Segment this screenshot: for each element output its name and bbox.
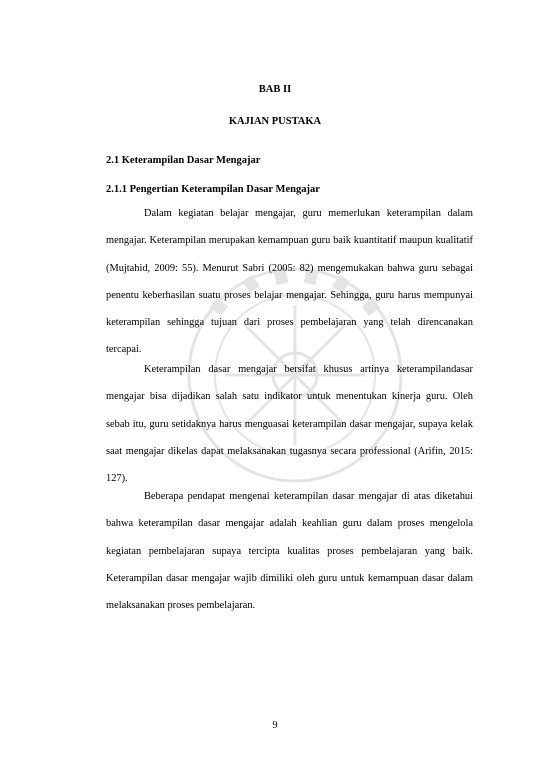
section-heading: 2.1 Keterampilan Dasar Mengajar [106, 155, 261, 166]
subsection-heading: 2.1.1 Pengertian Keterampilan Dasar Mengajar [106, 184, 320, 195]
paragraph-2: Keterampilan dasar mengajar bersifat khusus artinya keterampilandasar mengajar bisa dijadikan salah satu indikator untuk menentukan kinerja guru. Oleh sebab itu, guru setidaknya harus menguasai keterampilan dasar mengajar, supaya kelak saat mengajar dikelas dapat melaksanakan tugasnya secara professional (Arifin, 2015: 127). [106, 364, 473, 485]
page-number: 9 [272, 720, 278, 731]
chapter-number: BAB II [258, 84, 292, 95]
paragraph-1: Dalam kegiatan belajar mengajar, guru memerlukan keterampilan dalam mengajar. Keterampilan merupakan kemampuan guru baik kuantitatif maupun kualitatif (Mujtahid, 2009: 55). Menurut Sabri (2005: 82) mengemukakan bahwa guru sebagai penentu keberhasilan suatu proses belajar mengajar. Sehingga, guru harus mempunyai keterampilan sehingga tujuan dari proses pembelajaran yang telah direncanakan tercapai. [106, 208, 473, 356]
chapter-title: KAJIAN PUSTAKA [228, 116, 322, 127]
paragraph-3: Beberapa pendapat mengenai keterampilan dasar mengajar di atas diketahui bahwa keterampilan dasar mengajar adalah keahlian guru dalam proses mengelola kegiatan pembelajaran supaya tercipta kualitas proses pembelajaran yang baik. Keterampilan dasar mengajar wajib dimiliki oleh guru untuk kemampuan dasar dalam melaksanakan proses pembelajaran. [106, 491, 473, 612]
